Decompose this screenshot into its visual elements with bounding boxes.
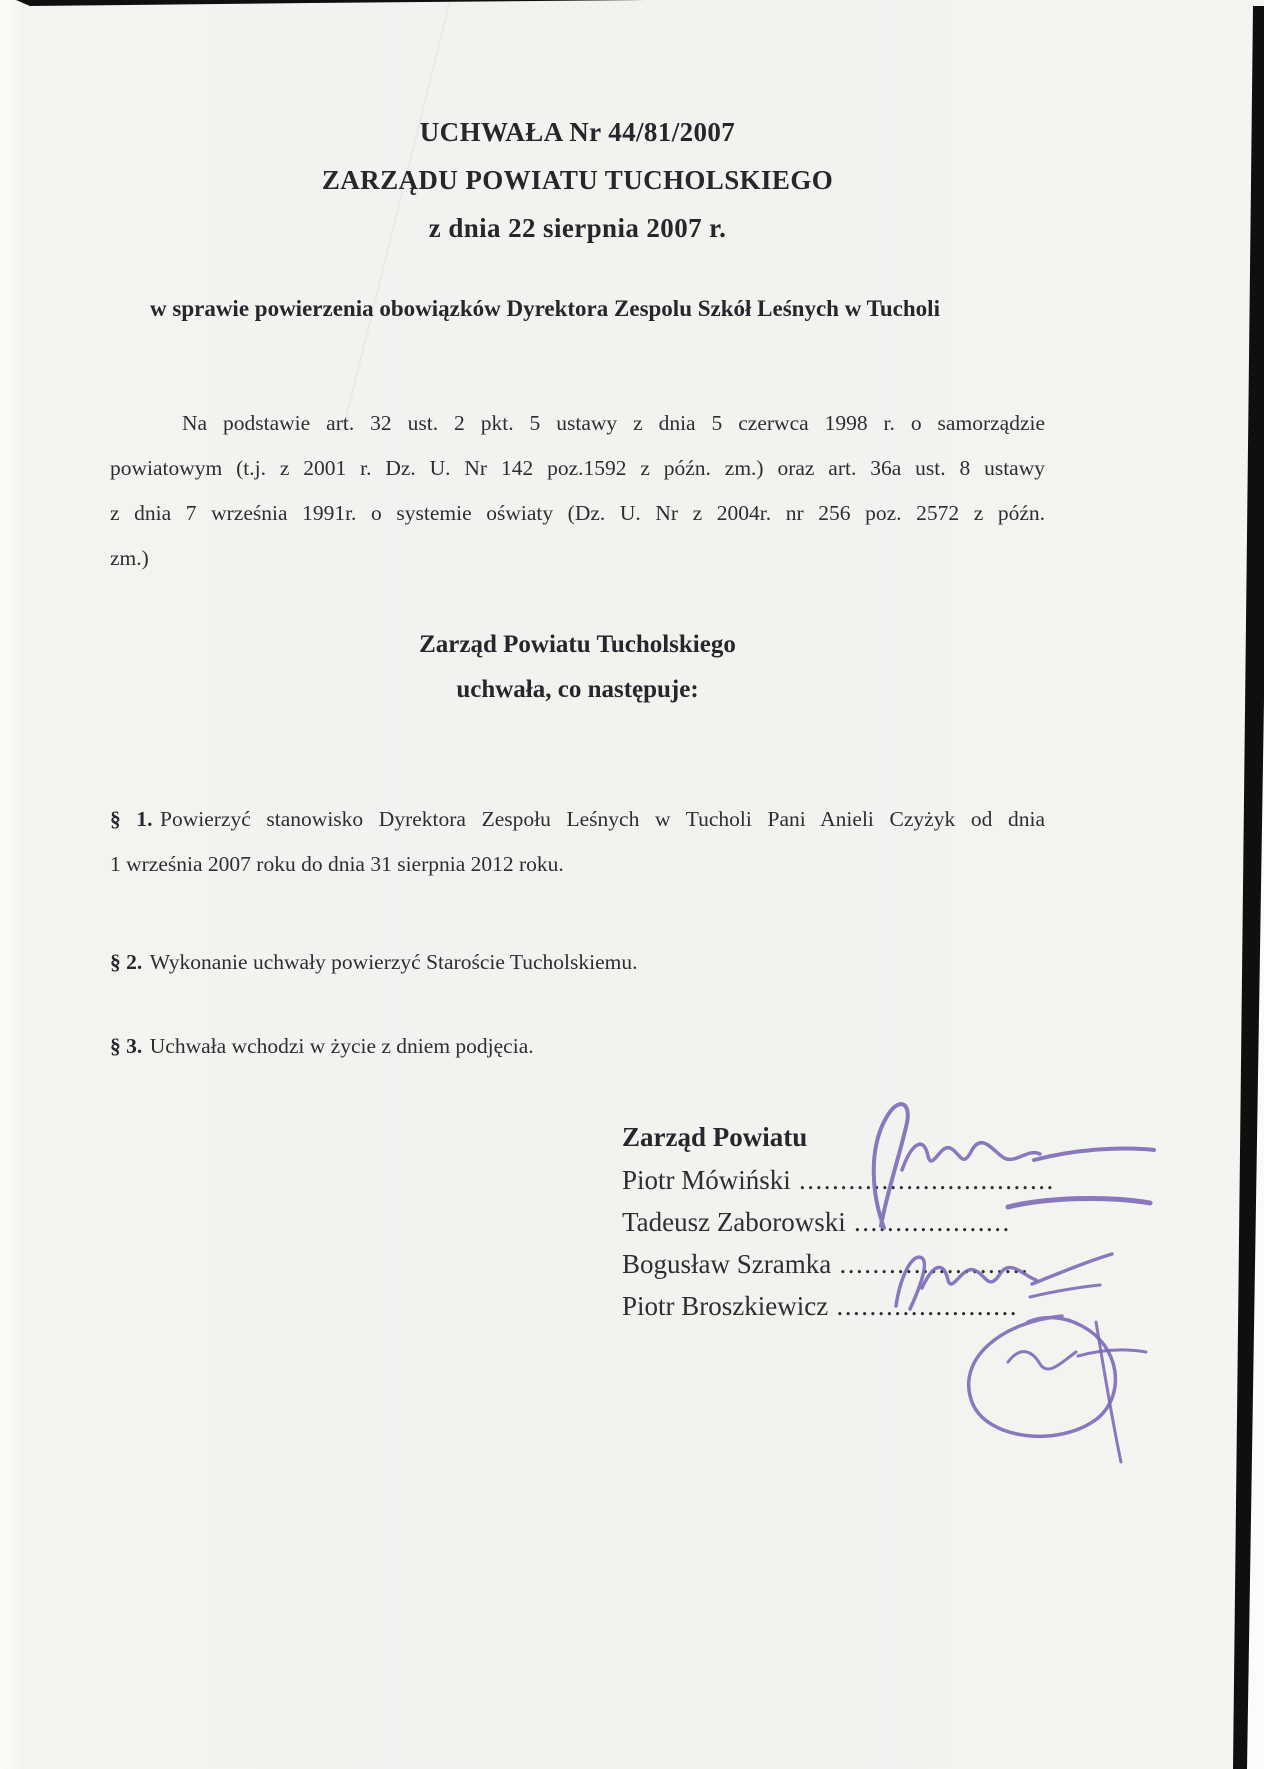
- scan-top-edge-bar: [16, 0, 645, 6]
- subject-line: w sprawie powierzenia obowiązków Dyrektora Zespolu Szkół Leśnych w Tucholi: [150, 296, 940, 321]
- section-1-line-1: [110, 797, 1045, 842]
- scan-right-edge-bar: [1233, 6, 1264, 1769]
- signatory-row: [622, 1291, 1055, 1322]
- signature-dots: .......................: [831, 1249, 1030, 1279]
- resolution-action-heading: uchwała, co następuje:: [456, 676, 699, 703]
- legal-basis-paragraph: [110, 401, 1045, 581]
- section-text: Wykonanie uchwały powierzyć Staroście Tucholskiemu.: [149, 950, 638, 974]
- section-text: Uchwała wchodzi w życie z dniem podjęcia.: [149, 1034, 534, 1058]
- section-2: [110, 940, 1045, 985]
- signature-heading: Zarząd Powiatu: [622, 1122, 808, 1152]
- signature-ink-broszkiewicz: [969, 1316, 1146, 1462]
- section-1: [110, 797, 1045, 887]
- signatory-row: [622, 1207, 1055, 1238]
- date-line: z dnia 22 sierpnia 2007 r.: [428, 213, 727, 243]
- signatory-name: Tadeusz Zaborowski: [622, 1207, 846, 1237]
- decree-number-line: UCHWAŁA Nr 44/81/2007: [419, 117, 736, 147]
- signature-block: [622, 1122, 1055, 1322]
- section-label: § 3.: [110, 1034, 143, 1058]
- legal-basis-line: Na podstawie art. 32 ust. 2 pkt. 5 ustawy z dnia 5 czerwca 1998 r. o samorządzie: [182, 411, 1045, 435]
- section-1-line-2: 1 września 2007 roku do dnia 31 sierpnia 2012 roku.: [110, 852, 564, 876]
- legal-basis-line: zm.): [110, 546, 149, 570]
- signatory-row: [622, 1249, 1055, 1280]
- resolution-body-heading: Zarząd Powiatu Tucholskiego: [419, 631, 736, 658]
- section-text: Powierzyć stanowisko Dyrektora Zespołu Leśnych w Tucholi Pani Anieli Czyżyk od dnia: [160, 807, 1045, 831]
- issuing-body-line: ZARZĄDU POWIATU TUCHOLSKIEGO: [321, 165, 834, 195]
- signatory-name: Piotr Mówiński: [622, 1165, 791, 1195]
- signatory-row: [622, 1165, 1055, 1196]
- signature-dots: ......................: [828, 1291, 1018, 1321]
- legal-basis-line: powiatowym (t.j. z 2001 r. Dz. U. Nr 142 poz.1592 z późn. zm.) oraz art. 36a ust. 8 ustawy: [110, 456, 1045, 480]
- section-label: § 2.: [110, 950, 143, 974]
- signatory-name: Bogusław Szramka: [622, 1249, 832, 1279]
- signature-dots: ...............................: [790, 1165, 1055, 1195]
- legal-basis-line: z dnia 7 września 1991r. o systemie oświaty (Dz. U. Nr z 2004r. nr 256 poz. 2572 z późn.: [110, 501, 1045, 525]
- section-label: § 1.: [110, 807, 153, 831]
- signatory-name: Piotr Broszkiewicz: [622, 1291, 829, 1321]
- signature-dots: ...................: [845, 1207, 1011, 1237]
- scan-right-outside-white: [1247, 700, 1264, 1769]
- section-3: [110, 1024, 1045, 1069]
